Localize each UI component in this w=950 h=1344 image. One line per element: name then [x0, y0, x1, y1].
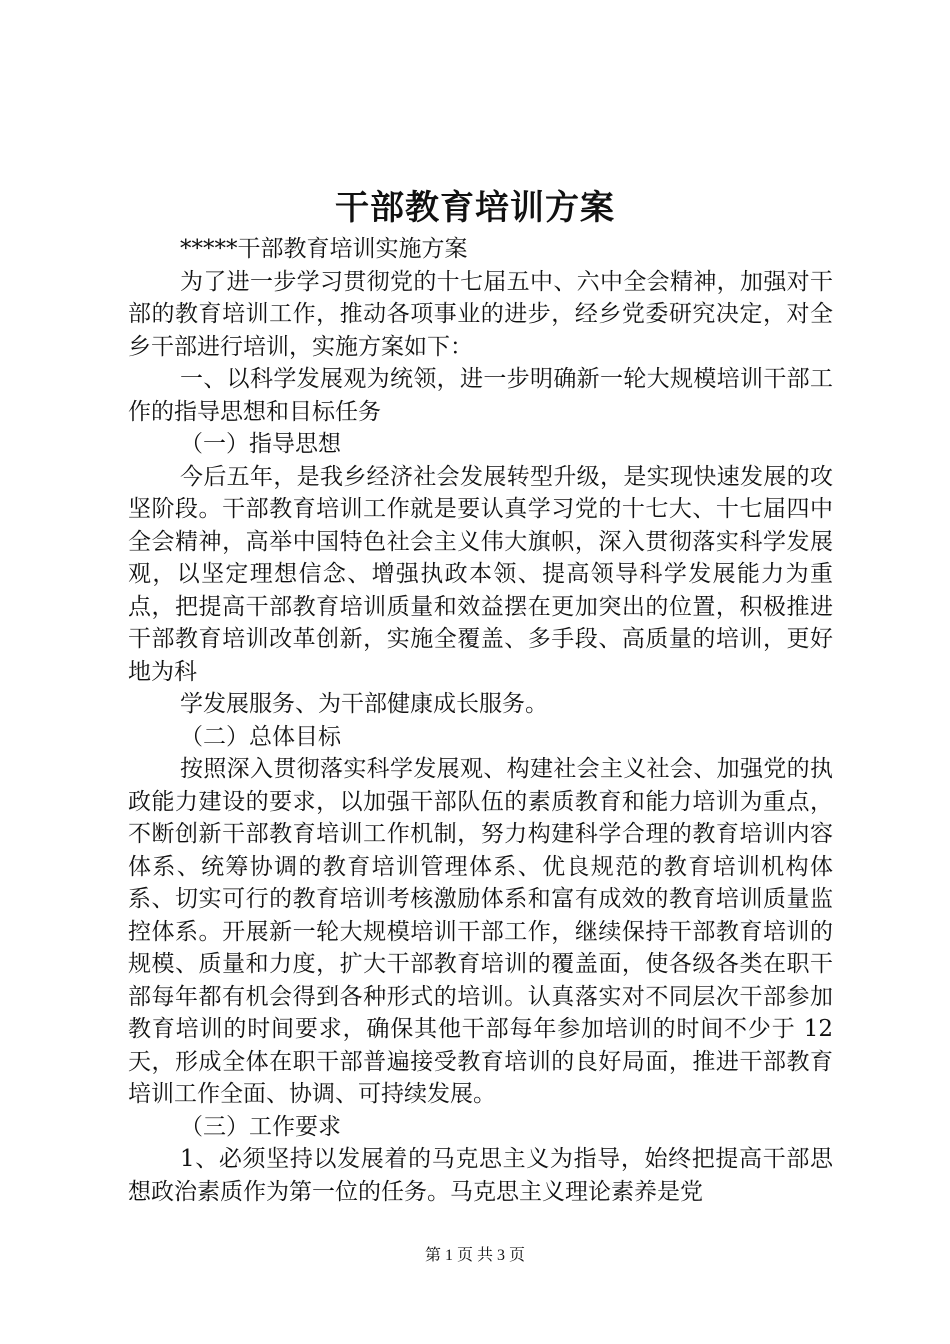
subsection-heading-overall-goal: （二）总体目标: [180, 723, 341, 750]
document-subtitle: *****干部教育培训实施方案: [180, 236, 468, 262]
paragraph-work-requirement-1: 1、必须坚持以发展着的马克思主义为指导，始终把提高干部思想政治素质作为第一位的任务。马克思主义理论素养是党: [128, 1146, 833, 1205]
paragraph-guiding-thought: 今后五年，是我乡经济社会发展转型升级，是实现快速发展的攻坚阶段。干部教育培训工作就是要认真学习党的十七大、十七届四中全会精神，高举中国特色社会主义伟大旗帜，深入贯彻落实科学发展观，以坚定理想信念、增强执政本领、提高领导科学发展能力为重点，把提高干部教育培训质量和效益摆在更加突出的位置，积极推进干部教育培训改革创新，实施全覆盖、多手段、高质量的培训，更好地为科: [128, 463, 833, 685]
paragraph-intro: 为了进一步学习贯彻党的十七届五中、六中全会精神，加强对干部的教育培训工作，推动各项事业的进步，经乡党委研究决定，对全乡干部进行培训，实施方案如下：: [128, 268, 833, 360]
subsection-heading-work-requirements: （三）工作要求: [180, 1113, 341, 1140]
subsection-heading-guiding-thought: （一）指导思想: [180, 431, 341, 457]
document-body: [128, 233, 833, 1208]
paragraph-overall-goal: 按照深入贯彻落实科学发展观、构建社会主义社会、加强党的执政能力建设的要求，以加强干部队伍的素质教育和能力培训为重点，不断创新干部教育培训工作机制，努力构建科学合理的教育培训内容体系、统筹协调的教育培训管理体系、优良规范的教育培训机构体系、切实可行的教育培训考核激励体系和富有成效的教育培训质量监控体系。开展新一轮大规模培训干部工作，继续保持干部教育培训的规模、质量和力度，扩大干部教育培训的覆盖面，使各级各类在职干部每年都有机会得到各种形式的培训。认真落实对不同层次干部参加教育培训的时间要求，确保其他干部每年参加培训的时间不少于 12 天，形成全体在职干部普遍接受教育培训的良好局面，推进干部教育培训工作全面、协调、可持续发展。: [128, 756, 833, 1107]
paragraph-guiding-thought-continued: 学发展服务、为干部健康成长服务。: [180, 691, 548, 717]
page-number-footer: 第 1 页 共 3 页: [424, 1247, 525, 1264]
document-title: 干部教育培训方案: [335, 188, 615, 228]
section-heading-1: 一、以科学发展观为统领，进一步明确新一轮大规模培训干部工作的指导思想和目标任务: [128, 366, 833, 425]
